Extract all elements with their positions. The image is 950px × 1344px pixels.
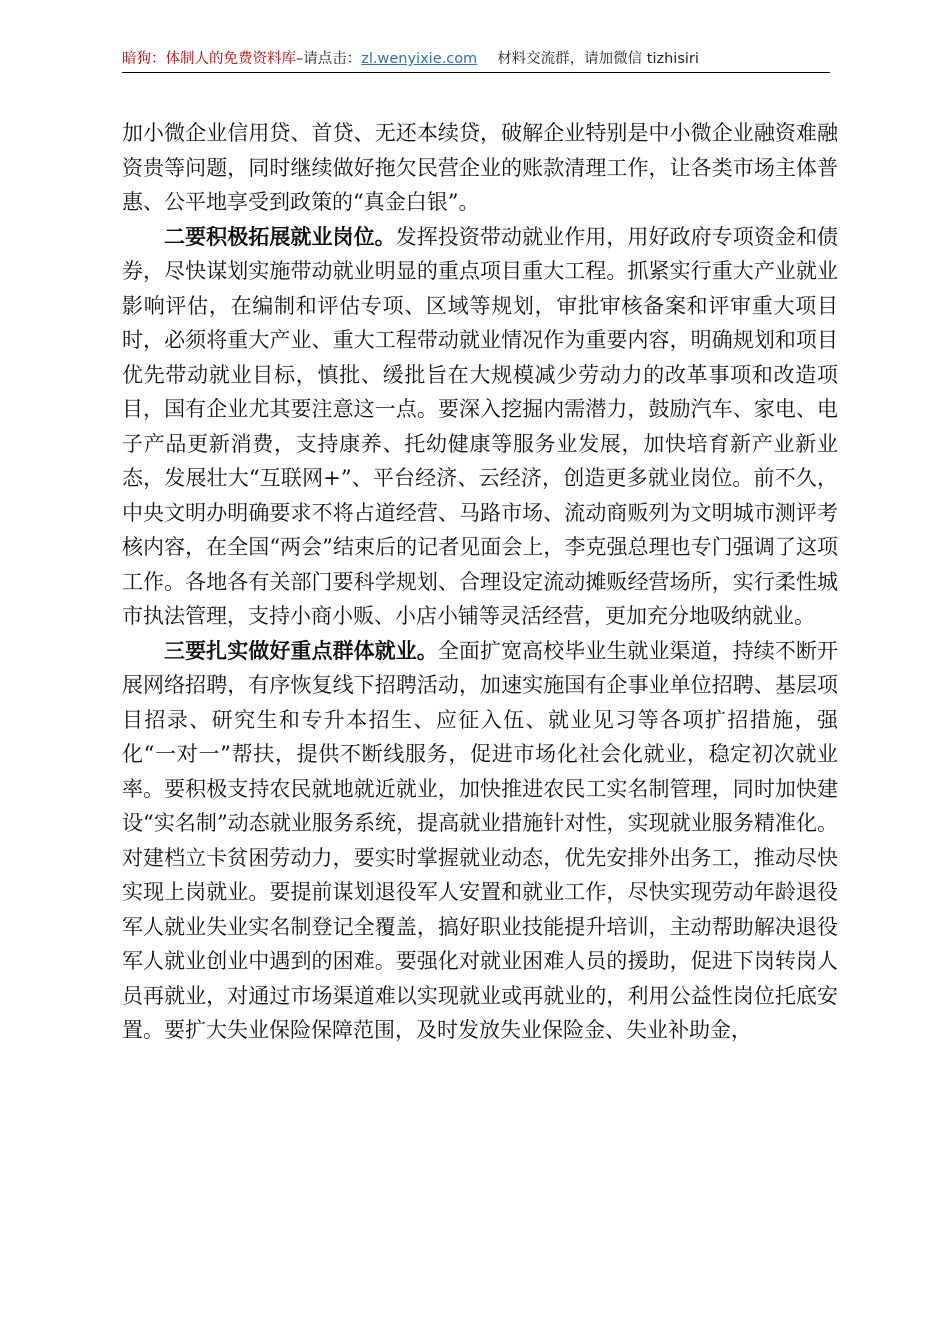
header-wechat-note: 材料交流群，请加微信 tizhisiri — [497, 51, 699, 67]
paragraph-2 — [122, 220, 838, 634]
header-brand: 暗狗：体制人的免费资料库 — [122, 51, 296, 67]
page-header — [122, 46, 830, 72]
header-click-prompt: –请点击： — [296, 51, 362, 67]
paragraph-3-text: 全面扩宽高校毕业生就业渠道，持续不断开展网络招聘，有序恢复线下招聘活动，加速实施国有企事业单位招聘、基层项目招录、研究生和专升本招生、应征入伍、就业见习等各项扩招措施，强化“一对一”帮扶，提供不断线服务，促进市场化社会化就业，稳定初次就业率。要积极支持农民就地就近就业，加快推进农民工实名制管理，同时加快建设“实名制”动态就业服务系统，提高就业措施针对性，实现就业服务精准化。对建档立卡贫困劳动力，要实时掌握就业动态，优先安排外出务工，推动尽快实现上岗就业。要提前谋划退役军人安置和就业工作，尽快实现劳动年龄退役军人就业失业实名制登记全覆盖，搞好职业技能提升培训，主动帮助解决退役军人就业创业中遇到的困难。要强化对就业困难人员的援助，促进下岗转岗人员再就业，对通过市场渠道难以实现就业或再就业的，利用公益性岗位托底安置。要扩大失业保险保障范围，及时发放失业保险金、失业补助金， — [122, 638, 839, 1042]
paragraph-2-heading: 二要积极拓展就业岗位。 — [164, 223, 396, 249]
header-rule — [122, 72, 830, 73]
header-url-link[interactable]: zl.wenyixie.com — [361, 51, 478, 67]
paragraph-1 — [122, 116, 838, 220]
paragraph-3 — [122, 634, 838, 1048]
document-body — [122, 116, 838, 1048]
paragraph-3-heading: 三要扎实做好重点群体就业。 — [164, 637, 438, 663]
paragraph-2-text: 发挥投资带动就业作用，用好政府专项资金和债券，尽快谋划实施带动就业明显的重点项目重大工程。抓紧实行重大产业就业影响评估，在编制和评估专项、区域等规划，审批审核备案和评审重大项目时，必须将重大产业、重大工程带动就业情况作为重要内容，明确规划和项目优先带动就业目标，慎批、缓批旨在大规模减少劳动力的改革事项和改造项目，国有企业尤其要注意这一点。要深入挖掘内需潜力，鼓励汽车、家电、电子产品更新消费，支持康养、托幼健康等服务业发展，加快培育新产业新业态，发展壮大“互联网+”、平台经济、云经济，创造更多就业岗位。前不久，中央文明办明确要求不将占道经营、马路市场、流动商贩列为文明城市测评考核内容，在全国“两会”结束后的记者见面会上，李克强总理也专门强调了这项工作。各地各有关部门要科学规划、合理设定流动摊贩经营场所，实行柔性城市执法管理，支持小商小贩、小店小铺等灵活经营，更加充分地吸纳就业。 — [122, 224, 839, 628]
paragraph-1-text: 加小微企业信用贷、首贷、无还本续贷，破解企业特别是中小微企业融资难融资贵等问题，同时继续做好拖欠民营企业的账款清理工作，让各类市场主体普惠、公平地享受到政策的“真金白银”。 — [122, 121, 838, 214]
